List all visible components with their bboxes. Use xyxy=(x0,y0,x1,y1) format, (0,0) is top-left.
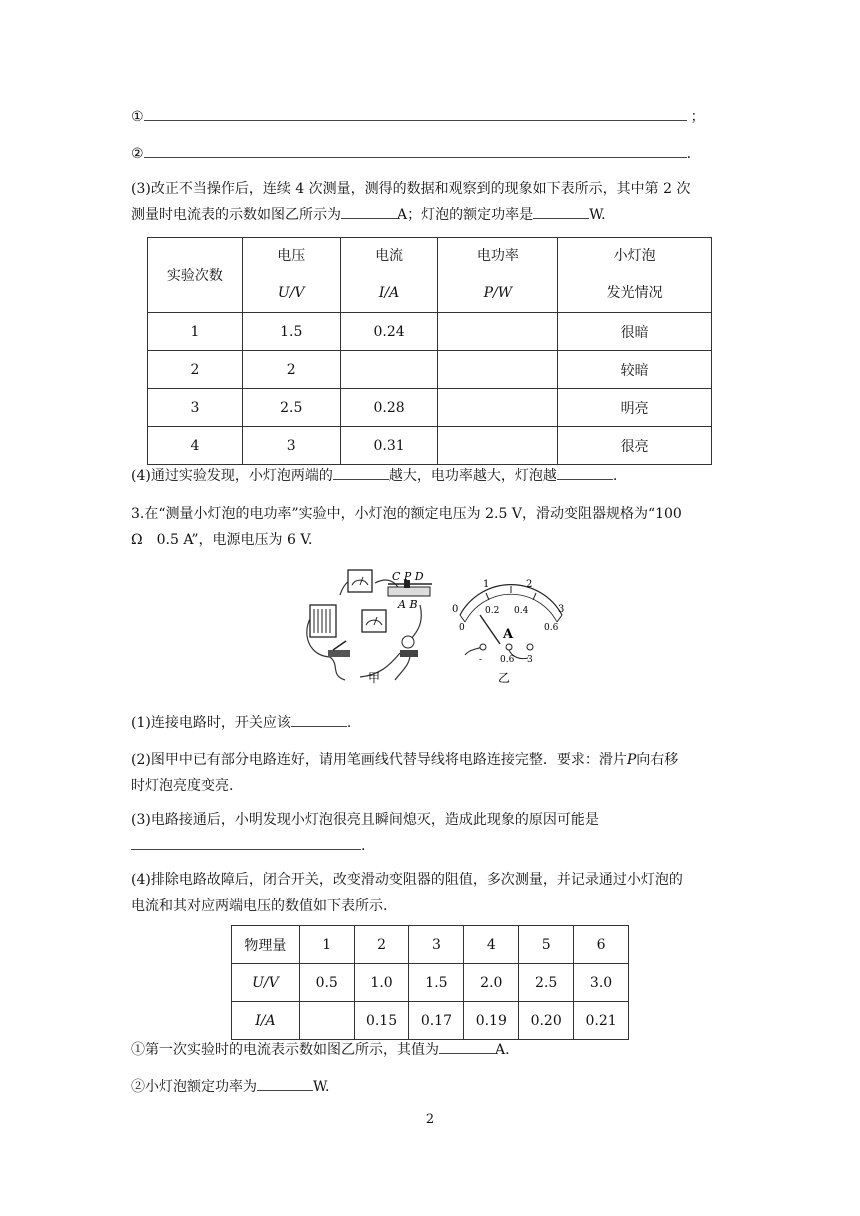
header-cell: 6 xyxy=(574,926,629,964)
bulb-icon xyxy=(400,636,418,657)
text: ②小灯泡额定功率为 xyxy=(131,1079,257,1095)
ammeter-scale xyxy=(452,579,564,665)
terminal-label: 0.6 xyxy=(500,655,515,665)
header-cell: 4 xyxy=(464,926,519,964)
answer-blank[interactable] xyxy=(144,104,687,121)
circuit-figure xyxy=(300,565,590,690)
table-cell: 3 xyxy=(242,427,340,465)
table-row xyxy=(148,389,712,427)
table-row xyxy=(148,313,712,351)
table-cell: 4 xyxy=(148,427,243,465)
answer-blank[interactable] xyxy=(439,1037,495,1054)
answer-blank[interactable] xyxy=(144,141,687,158)
table-row xyxy=(148,427,712,465)
table-cell: 0.5 xyxy=(299,964,354,1002)
switch-icon xyxy=(328,641,350,657)
battery-icon xyxy=(310,605,336,637)
symbol-p: P xyxy=(626,752,637,768)
q3-part2-line2: 时灯泡亮度变亮. xyxy=(131,778,234,794)
experiment-table-1 xyxy=(147,237,712,465)
text: W. xyxy=(589,207,606,223)
table-cell[interactable] xyxy=(340,351,438,389)
q3-intro-line1: 3.在“测量小灯泡的电功率”实验中，小灯泡的额定电压为 2.5 V，滑动变阻器规格为“100 xyxy=(131,506,682,522)
table-cell: 2.5 xyxy=(519,964,574,1002)
punctuation: . xyxy=(686,146,692,162)
q3-sub1 xyxy=(131,1036,731,1064)
text: . xyxy=(612,468,618,484)
q3-part1 xyxy=(131,709,731,737)
header-cell: 小灯泡 发光情况 xyxy=(558,238,712,313)
table-cell[interactable] xyxy=(438,351,558,389)
table-cell: I/A xyxy=(232,1002,300,1040)
table-cell: 3 xyxy=(148,389,243,427)
q2-part3-line1: (3)改正不当操作后，连续 4 次测量，测得的数据和观察到的现象如下表所示，其中第 2 次 xyxy=(131,181,691,197)
text: (1)连接电路时，开关应该 xyxy=(131,715,291,731)
text: ①第一次实验时的电流表示数如图乙所示，其值为 xyxy=(131,1042,439,1058)
scale-tick-label: 0.4 xyxy=(514,606,529,616)
circled-number: ① xyxy=(131,109,144,125)
table-cell: 很暗 xyxy=(558,313,712,351)
rheostat-icon xyxy=(388,570,432,611)
table-header-row xyxy=(232,926,629,964)
header-cell: 5 xyxy=(519,926,574,964)
answer-line-1 xyxy=(131,103,731,131)
table-cell: 0.19 xyxy=(464,1002,519,1040)
page-number: 2 xyxy=(425,1112,435,1127)
text: (2)图甲中已有部分电路连好，请用笔画线代替导线将电路连接完整．要求：滑片 xyxy=(131,752,627,768)
table-cell: U/V xyxy=(232,964,300,1002)
table-row xyxy=(148,351,712,389)
header-cell: 电流 I/A xyxy=(340,238,438,313)
q3-part4-line1: (4)排除电路故障后，闭合开关，改变滑动变阻器的阻值，多次测量，并记录通过小灯泡的 xyxy=(131,872,683,888)
scale-tick-label: 0 xyxy=(459,623,465,633)
needle xyxy=(480,615,500,644)
text: 向右移 xyxy=(636,752,679,768)
scale-tick-label: 0 xyxy=(452,604,459,615)
table-header-row xyxy=(148,238,712,313)
table-row xyxy=(232,964,629,1002)
text: A. xyxy=(495,1042,510,1058)
answer-blank[interactable] xyxy=(291,710,347,727)
circuit-diagram xyxy=(300,565,590,690)
voltmeter-icon xyxy=(348,570,372,592)
q3-part3-line2 xyxy=(131,832,731,860)
punctuation: . xyxy=(361,838,366,854)
header-cell: 1 xyxy=(299,926,354,964)
figure-label-jia: 甲 xyxy=(368,671,381,685)
scale-tick-label: 0.6 xyxy=(544,623,559,633)
table-cell: 2 xyxy=(148,351,243,389)
header-cell: 电压 U/V xyxy=(242,238,340,313)
table-cell: 2.5 xyxy=(242,389,340,427)
scale-tick-label: 3 xyxy=(558,604,565,615)
header-cell: 物理量 xyxy=(232,926,300,964)
scale-tick-label: 1 xyxy=(483,579,490,590)
experiment-table-2 xyxy=(231,925,629,1040)
terminal-label: 3 xyxy=(527,655,533,665)
header-cell: 2 xyxy=(354,926,409,964)
table-cell[interactable] xyxy=(438,389,558,427)
header-cell: 3 xyxy=(409,926,464,964)
text: (4)通过实验发现，小灯泡两端的 xyxy=(131,468,333,484)
answer-blank[interactable] xyxy=(533,202,589,219)
table-cell: 1.5 xyxy=(409,964,464,1002)
scale-tick-label: 2 xyxy=(526,579,533,590)
q3-part3-line1: (3)电路接通后，小明发现小灯泡很亮且瞬间熄灭，造成此现象的原因可能是 xyxy=(131,812,599,828)
answer-blank[interactable] xyxy=(333,463,389,480)
table-cell: 2.0 xyxy=(464,964,519,1002)
table-cell: 0.15 xyxy=(354,1002,409,1040)
figure-label-yi: 乙 xyxy=(498,671,511,685)
table-cell: 0.28 xyxy=(340,389,438,427)
table-cell: 1 xyxy=(148,313,243,351)
table-row xyxy=(232,1002,629,1040)
answer-blank[interactable] xyxy=(131,833,361,850)
table-cell[interactable] xyxy=(438,313,558,351)
table-cell: 很亮 xyxy=(558,427,712,465)
table-cell: 2 xyxy=(242,351,340,389)
answer-blank[interactable] xyxy=(257,1074,313,1091)
table-cell: 明亮 xyxy=(558,389,712,427)
answer-line-2 xyxy=(131,140,731,168)
header-cell: 实验次数 xyxy=(148,238,243,313)
table-cell: 3.0 xyxy=(574,964,629,1002)
scale-tick-label: 0.2 xyxy=(485,606,500,616)
table-cell[interactable] xyxy=(299,1002,354,1040)
table-cell: 1.0 xyxy=(354,964,409,1002)
table-cell: 0.17 xyxy=(409,1002,464,1040)
ammeter-icon xyxy=(362,610,386,632)
table-cell: 1.5 xyxy=(242,313,340,351)
table-cell: 0.24 xyxy=(340,313,438,351)
punctuation: ； xyxy=(690,109,705,125)
text: W. xyxy=(313,1079,330,1095)
terminal-label: - xyxy=(479,655,483,665)
meter-unit: A xyxy=(503,627,514,642)
circled-number: ② xyxy=(131,146,144,162)
table-cell: 0.21 xyxy=(574,1002,629,1040)
text: A；灯泡的额定功率是 xyxy=(397,207,534,223)
q2-part4 xyxy=(131,462,731,490)
table-cell: 0.31 xyxy=(340,427,438,465)
text: . xyxy=(346,715,352,731)
text: 测量时电流表的示数如图乙所示为 xyxy=(131,207,341,223)
table-cell[interactable] xyxy=(438,427,558,465)
text: 越大，电功率越大，灯泡越 xyxy=(388,468,557,484)
q3-part4-line2: 电流和其对应两端电压的数值如下表所示. xyxy=(131,898,388,914)
table-cell: 较暗 xyxy=(558,351,712,389)
answer-blank[interactable] xyxy=(557,463,613,480)
answer-blank[interactable] xyxy=(341,202,397,219)
q3-part2-line1 xyxy=(131,746,731,774)
q3-sub2 xyxy=(131,1073,731,1101)
rheostat-top-label: C P D xyxy=(392,570,424,583)
q3-intro-line2: Ω 0.5 A”，电源电压为 6 V. xyxy=(131,532,313,548)
rheostat-bottom-label: A B xyxy=(398,598,418,611)
table-cell: 0.20 xyxy=(519,1002,574,1040)
q2-part3-line2 xyxy=(131,201,731,229)
header-cell: 电功率 P/W xyxy=(438,238,558,313)
